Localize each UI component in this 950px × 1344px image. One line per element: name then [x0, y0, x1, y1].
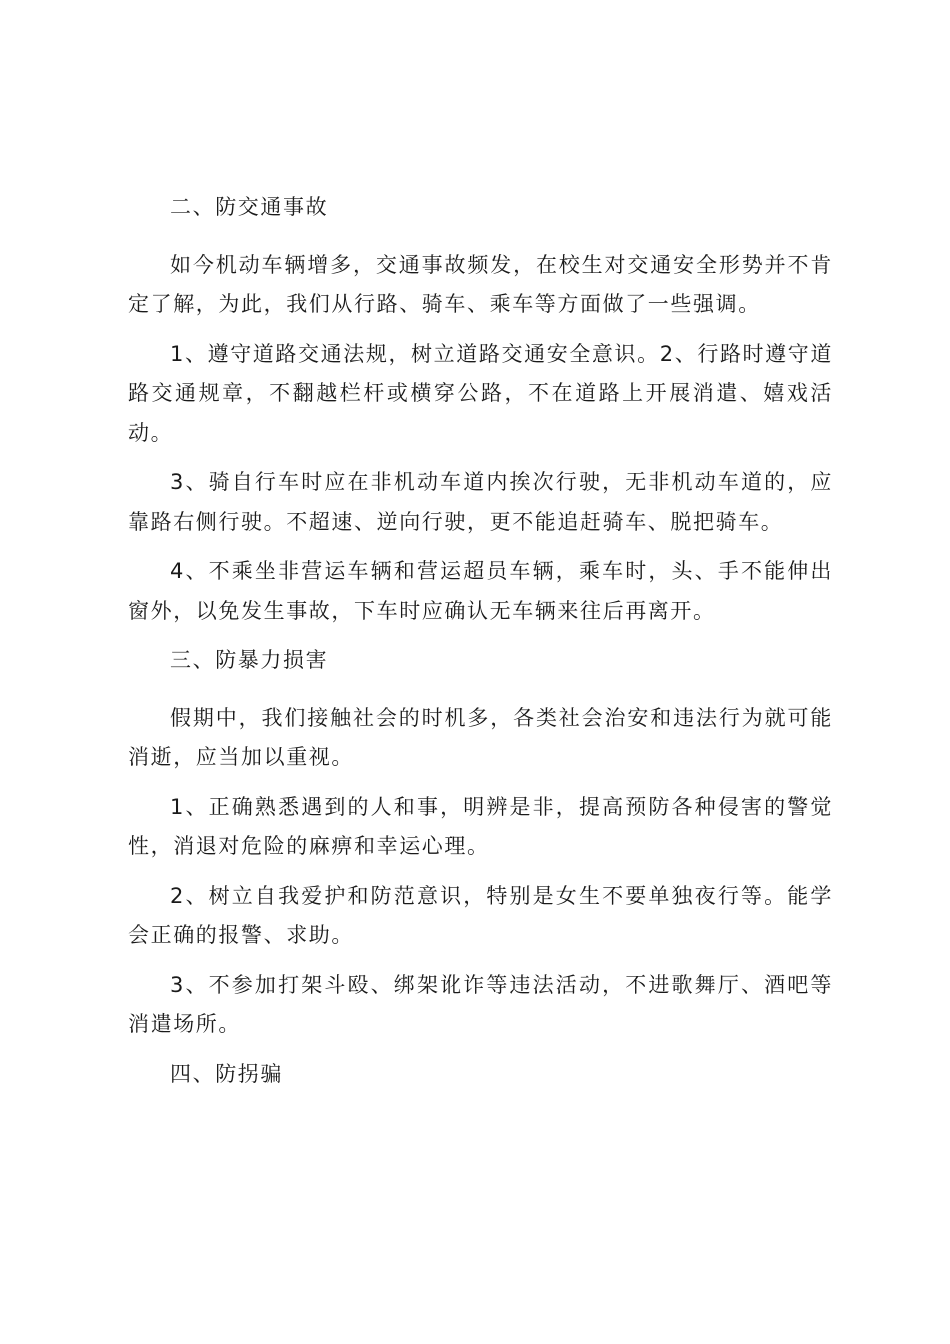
paragraph-traffic-intro: 如今机动车辆增多，交通事故频发，在校生对交通安全形势并不肯定了解，为此，我们从行路、骑车、乘车等方面做了一些强调。: [128, 252, 833, 316]
paragraph-traffic-rule-4: 4、不乘坐非营运车辆和营运超员车辆，乘车时，头、手不能伸出窗外，以免发生事故，下车时应确认无车辆来往后再离开。: [128, 559, 833, 623]
section-heading-traffic: 二、防交通事故: [170, 195, 329, 219]
paragraph-traffic-rule-3: 3、骑自行车时应在非机动车道内挨次行驶，无非机动车道的，应靠路右侧行驶。不超速、逆向行驶，更不能追赶骑车、脱把骑车。: [128, 470, 833, 534]
document-body: [128, 188, 833, 1112]
section-heading-abduction: 四、防拐骗: [170, 1061, 283, 1086]
section-heading-violence: 三、防暴力损害: [170, 648, 329, 672]
paragraph-violence-rule-1: 1、正确熟悉遇到的人和事，明辨是非，提高预防各种侵害的警觉性，消退对危险的麻痹和幸运心理。: [128, 794, 833, 858]
paragraph-violence-rule-3: 3、不参加打架斗殴、绑架讹诈等违法活动，不进歌舞厅、酒吧等消遣场所。: [128, 972, 833, 1036]
paragraph-violence-intro: 假期中，我们接触社会的时机多，各类社会治安和违法行为就可能消逝，应当加以重视。: [128, 705, 833, 769]
paragraph-violence-rule-2: 2、树立自我爱护和防范意识，特别是女生不要单独夜行等。能学会正确的报警、求助。: [128, 883, 833, 947]
paragraph-traffic-rule-1: 1、遵守道路交通法规，树立道路交通安全意识。2、行路时遵守道路交通规章，不翻越栏杆或横穿公路，不在道路上开展消遣、嬉戏活动。: [128, 341, 833, 445]
